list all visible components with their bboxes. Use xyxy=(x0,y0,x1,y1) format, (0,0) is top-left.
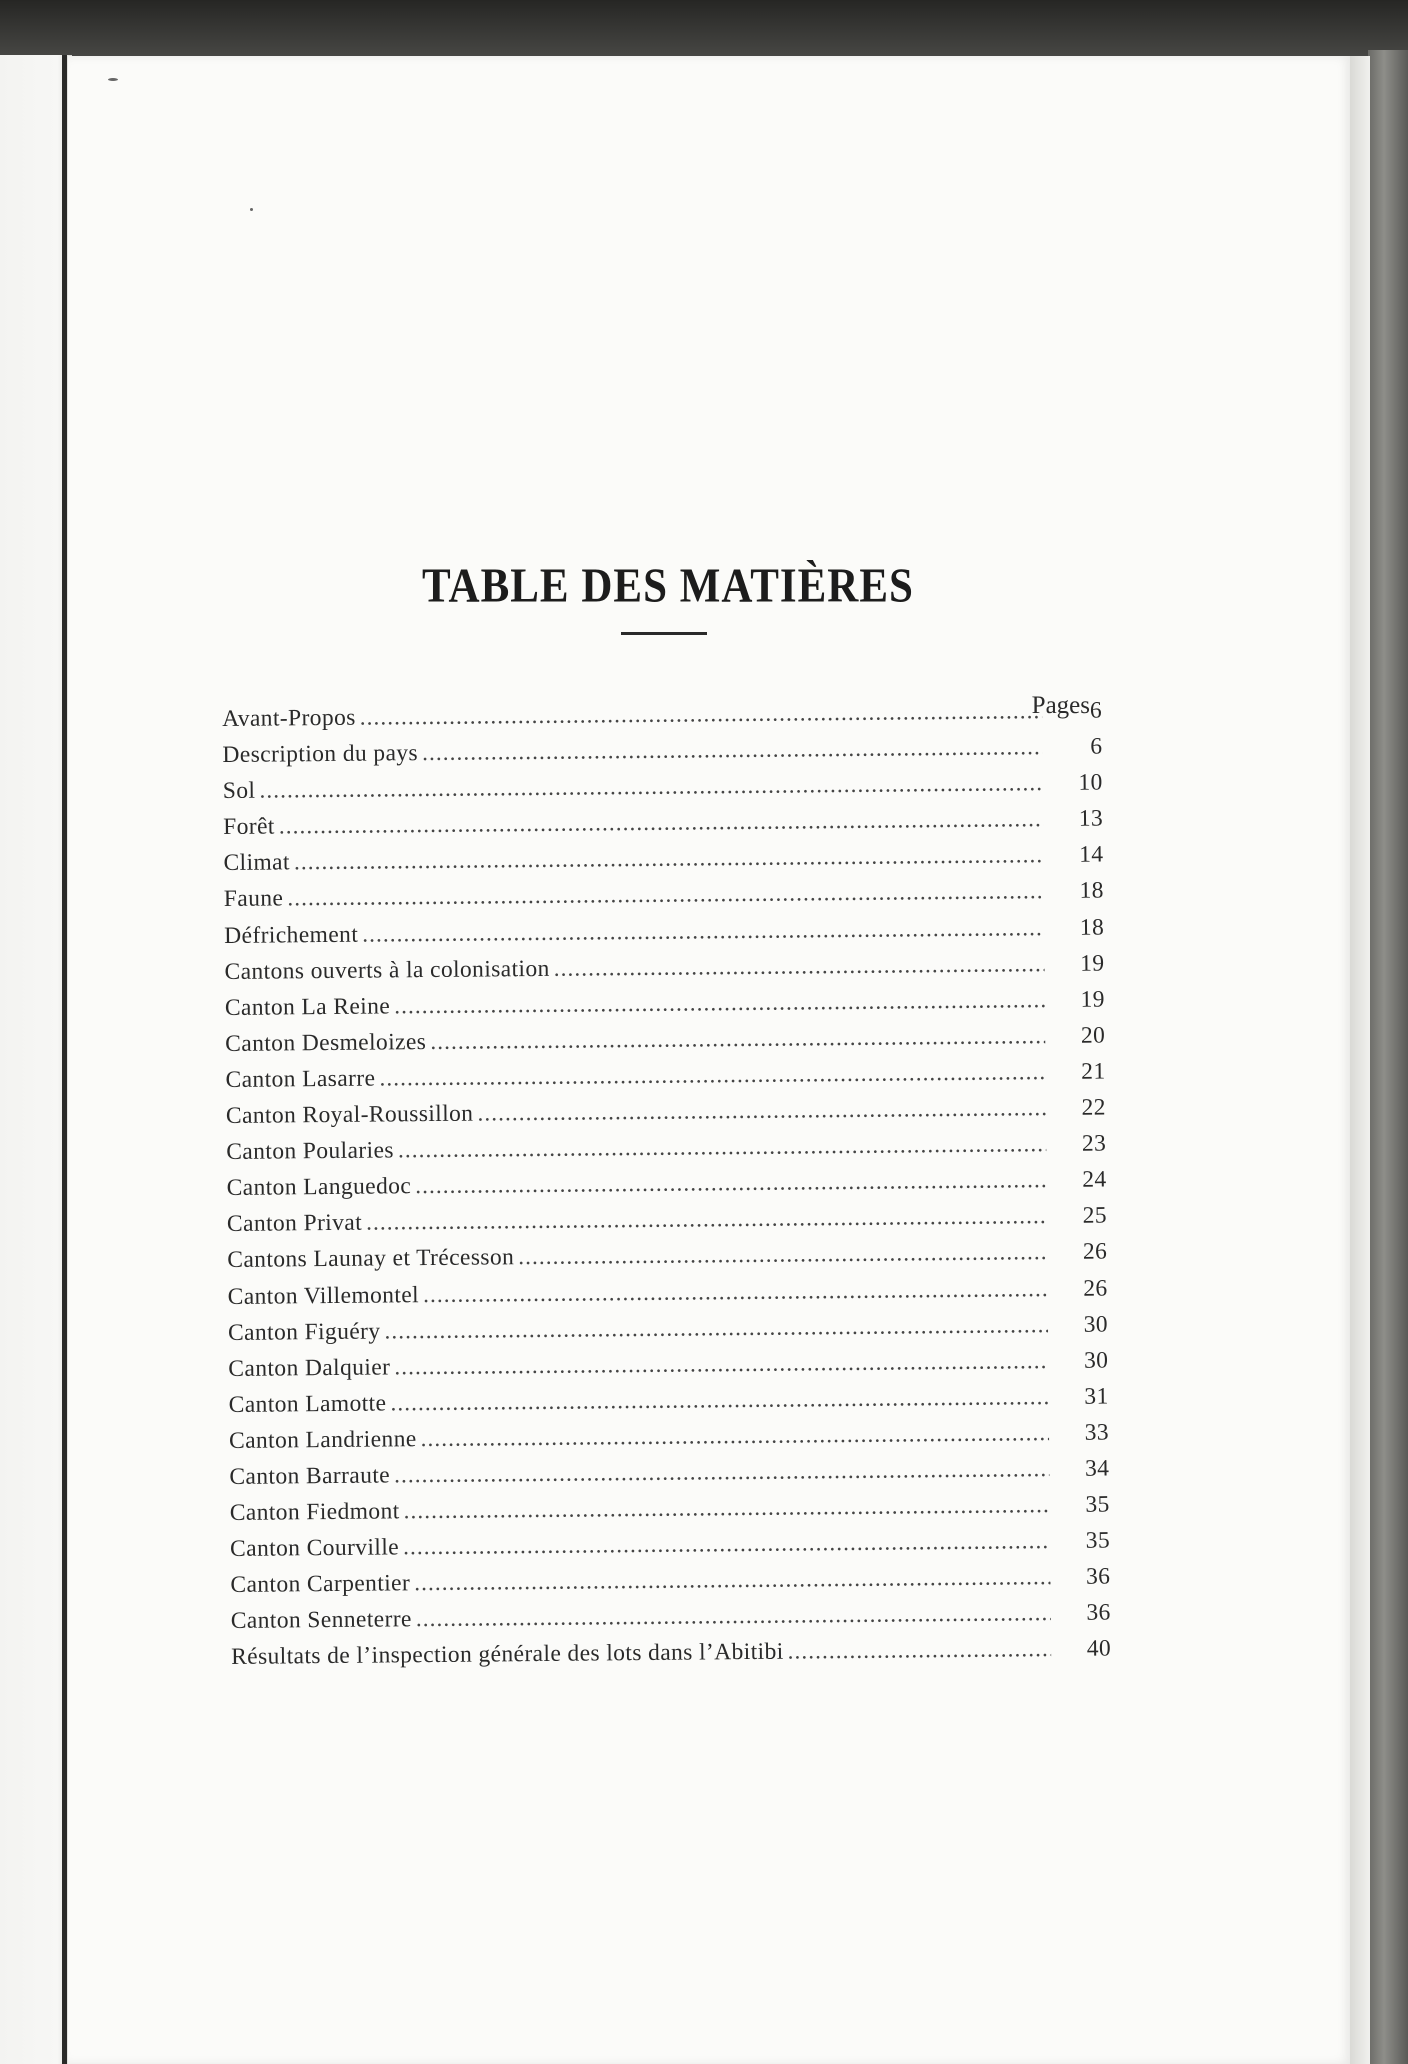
toc-entry-page: 19 xyxy=(1080,986,1105,1013)
toc-entry-label: Climat xyxy=(223,849,291,877)
toc-entry-page: 30 xyxy=(1083,1347,1109,1374)
toc-entry-page: 26 xyxy=(1083,1275,1108,1302)
toc-entry-label: Canton Villemontel xyxy=(227,1281,420,1310)
dot-leader xyxy=(415,1167,1047,1200)
toc-entry-page: 30 xyxy=(1083,1311,1109,1338)
dot-leader xyxy=(360,698,1043,732)
dot-leader xyxy=(390,1384,1049,1417)
toc-entry-page: 33 xyxy=(1084,1419,1110,1446)
page-edge-shadow xyxy=(1350,56,1370,2064)
toc-entry-page: 35 xyxy=(1085,1527,1111,1554)
toc-entry-label: Canton Dalquier xyxy=(228,1354,391,1382)
scan-background-top xyxy=(0,0,1408,62)
toc-entry-page: 6 xyxy=(1089,697,1103,724)
dot-leader xyxy=(554,951,1045,983)
toc-entry-page: 31 xyxy=(1084,1383,1109,1410)
paper-speck xyxy=(250,208,253,211)
toc-entry-page: 19 xyxy=(1080,950,1105,977)
dot-leader xyxy=(414,1564,1050,1597)
toc-entry-page: 25 xyxy=(1082,1202,1108,1230)
dot-leader xyxy=(384,1312,1048,1345)
dot-leader xyxy=(416,1600,1051,1633)
toc-entry-page: 36 xyxy=(1085,1563,1111,1590)
toc-entry-label: Défrichement xyxy=(224,921,359,949)
toc-entry-page: 34 xyxy=(1084,1455,1110,1482)
dot-leader xyxy=(403,1492,1049,1525)
toc-entry-page: 18 xyxy=(1079,878,1104,905)
table-of-contents xyxy=(222,698,1111,1681)
toc-entry-label: Canton La Reine xyxy=(224,993,391,1021)
toc-entry-label: Canton Courville xyxy=(229,1534,400,1563)
dot-leader xyxy=(420,1420,1049,1453)
toc-entry-page: 6 xyxy=(1090,733,1103,760)
toc-entry-page: 35 xyxy=(1085,1491,1110,1518)
pages-column-header: Pages xyxy=(1031,692,1090,719)
toc-entry-page: 23 xyxy=(1081,1130,1107,1157)
toc-entry-page: 14 xyxy=(1079,841,1104,869)
toc-entry-label: Canton Senneterre xyxy=(230,1606,412,1635)
toc-entry-label: Sol xyxy=(222,777,256,805)
toc-entry-label: Cantons Launay et Trécesson xyxy=(227,1244,515,1274)
dot-leader xyxy=(362,915,1044,949)
paper-speck xyxy=(108,78,118,81)
toc-entry-label: Avant-Propos xyxy=(222,704,356,732)
toc-entry-label: Canton Lasarre xyxy=(225,1065,376,1093)
toc-entry-label: Canton Landrienne xyxy=(228,1426,417,1454)
toc-entry-label: Canton Carpentier xyxy=(230,1570,411,1599)
dot-leader xyxy=(294,842,1044,876)
toc-entry-label: Canton Royal-Roussillon xyxy=(225,1100,474,1130)
dot-leader xyxy=(394,987,1045,1020)
toc-entry-label: Résultats de l’inspection générale des lots dans l’Abitibi xyxy=(231,1639,784,1671)
dot-leader xyxy=(518,1240,1047,1272)
dot-leader xyxy=(366,1203,1047,1237)
toc-entry-page: 21 xyxy=(1081,1058,1106,1085)
scan-background-right xyxy=(1368,50,1408,2064)
toc-entry-label: Description du pays xyxy=(222,740,419,769)
toc-entry-label: Canton Desmeloizes xyxy=(225,1028,427,1057)
binding-gutter xyxy=(62,55,67,2064)
toc-entry-label: Canton Barraute xyxy=(229,1462,391,1490)
dot-leader xyxy=(394,1456,1050,1489)
dot-leader xyxy=(398,1131,1047,1164)
toc-entry-label: Canton Languedoc xyxy=(226,1173,412,1202)
toc-entry-label: Canton Privat xyxy=(226,1209,363,1238)
toc-entry-page: 40 xyxy=(1086,1635,1112,1663)
toc-entry-page: 26 xyxy=(1082,1238,1108,1266)
toc-entry-page: 36 xyxy=(1086,1599,1111,1627)
page-title: TABLE DES MATIÈRES xyxy=(422,559,914,613)
toc-entry-label: Canton Figuéry xyxy=(227,1318,381,1346)
dot-leader xyxy=(430,1023,1045,1056)
title-rule xyxy=(621,632,707,635)
dot-leader xyxy=(423,1276,1048,1309)
toc-entry-label: Canton Poularies xyxy=(226,1137,395,1166)
toc-entry-page: 18 xyxy=(1079,914,1105,941)
toc-entry-label: Cantons ouverts à la colonisation xyxy=(224,955,550,985)
toc-entry-label: Forêt xyxy=(223,813,275,841)
dot-leader xyxy=(379,1059,1045,1092)
toc-entry-label: Canton Fiedmont xyxy=(229,1498,400,1527)
dot-leader xyxy=(422,734,1043,767)
dot-leader xyxy=(477,1095,1046,1127)
dot-leader xyxy=(403,1528,1050,1561)
toc-entry-page: 10 xyxy=(1078,769,1103,796)
toc-entry-page: 22 xyxy=(1081,1094,1107,1121)
toc-entry-page: 13 xyxy=(1078,805,1104,833)
toc-entry-page: 24 xyxy=(1082,1166,1107,1193)
toc-entry-page: 20 xyxy=(1080,1022,1106,1049)
dot-leader xyxy=(394,1348,1048,1381)
toc-entry-label: Canton Lamotte xyxy=(228,1390,387,1418)
dot-leader xyxy=(787,1637,1051,1667)
toc-entry-label: Faune xyxy=(223,885,284,913)
